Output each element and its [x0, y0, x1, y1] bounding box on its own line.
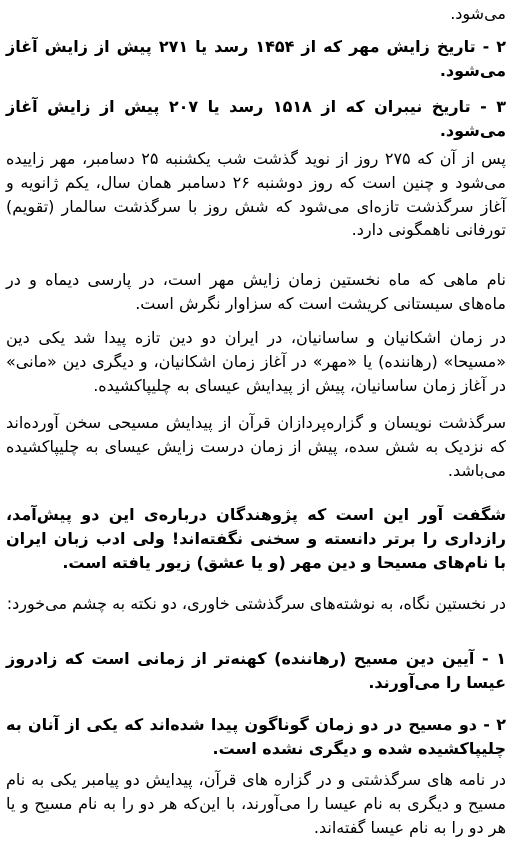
paragraph-mehr-birth: پس از آن که ۲۷۵ روز از نوید گذشت شب یکشنبه ۲۵ دسامبر، مهر زاییده می‌شود و چنین است که روز دوشنبه ۲۶ دسامبر همان سال، یکم ژانویه و آغاز سرگذشت تازه‌ای می‌شود که شش روز با سرگذشت سالمار (تقویم) تورفانی ناهمگونی دارد. — [6, 149, 507, 240]
paragraph-first-glance: در نخستین نگاه، به نوشته‌های سرگذشتی خاوری، دو نکته به چشم می‌خورد: — [6, 594, 506, 613]
list-item-3: ۳ - تاریخ نیبران که از ۱۵۱۸ رسد یا ۲۰۷ پیش از زایش آغاز می‌شود. — [6, 97, 506, 140]
paragraph-continuation: می‌شود. — [450, 4, 506, 23]
document-page — [6, 0, 506, 863]
paragraph-arsacid-sasanian: در زمان اشکانیان و ساسانیان، در ایران دو دین تازه پیدا شد یکی دین «مسیحا» (رهاننده) یا «مهر» در آغاز زمان اشکانیان، و دیگری دین «مانی» در آغاز زمان ساسانیان، پیش از پیدایش عیسای به چلیپاکشیده. — [6, 328, 506, 395]
paragraph-surprising: شگفت آور این است که پژوهندگان درباره‌ی این دو پیش‌آمد، رازداری را برتر دانسته و سخنی نگفته‌اند! ولی ادب زبان ایران با نام‌های مسیحا و دین مهر (و یا عشق) زیور یافته است. — [6, 505, 506, 572]
point-2: ۲ - دو مسیح در دو زمان گوناگون پیدا شده‌اند که یکی از آنان به چلیپاکشیده شده و دیگری نشده است. — [6, 715, 506, 758]
paragraph-two-prophets: در نامه های سرگذشتی و در گزاره های قرآن، پیدایش دو پیامبر یکی به نام مسیح و دیگری به نام عیسا را می‌آورند، با این‌که هر دو را به نام مسیح و یا هر دو را به نام عیسا گفته‌اند. — [6, 770, 506, 837]
list-item-2: ۲ - تاریخ زایش مهر که از ۱۴۵۴ رسد یا ۲۷۱ پیش از زایش آغاز می‌شود. — [6, 37, 506, 80]
paragraph-historians: سرگذشت نویسان و گزاره‌پردازان قرآن از پیدایش مسیحی سخن آورده‌اند که نزدیک به شش سده، پیش از زمان درست زایش عیسای به چلیپاکشیده می‌باشد. — [6, 413, 506, 480]
paragraph-month-name: نام ماهی که ماه نخستین زمان زایش مهر است، در پارسی دیماه و در ماه‌های سیستانی کریشت است که سزاوار نگرش است. — [6, 270, 506, 313]
point-1: ۱ - آیین دین مسیح (رهاننده) کهنه‌تر از زمانی است که زادروز عیسا را می‌آورند. — [6, 649, 506, 692]
